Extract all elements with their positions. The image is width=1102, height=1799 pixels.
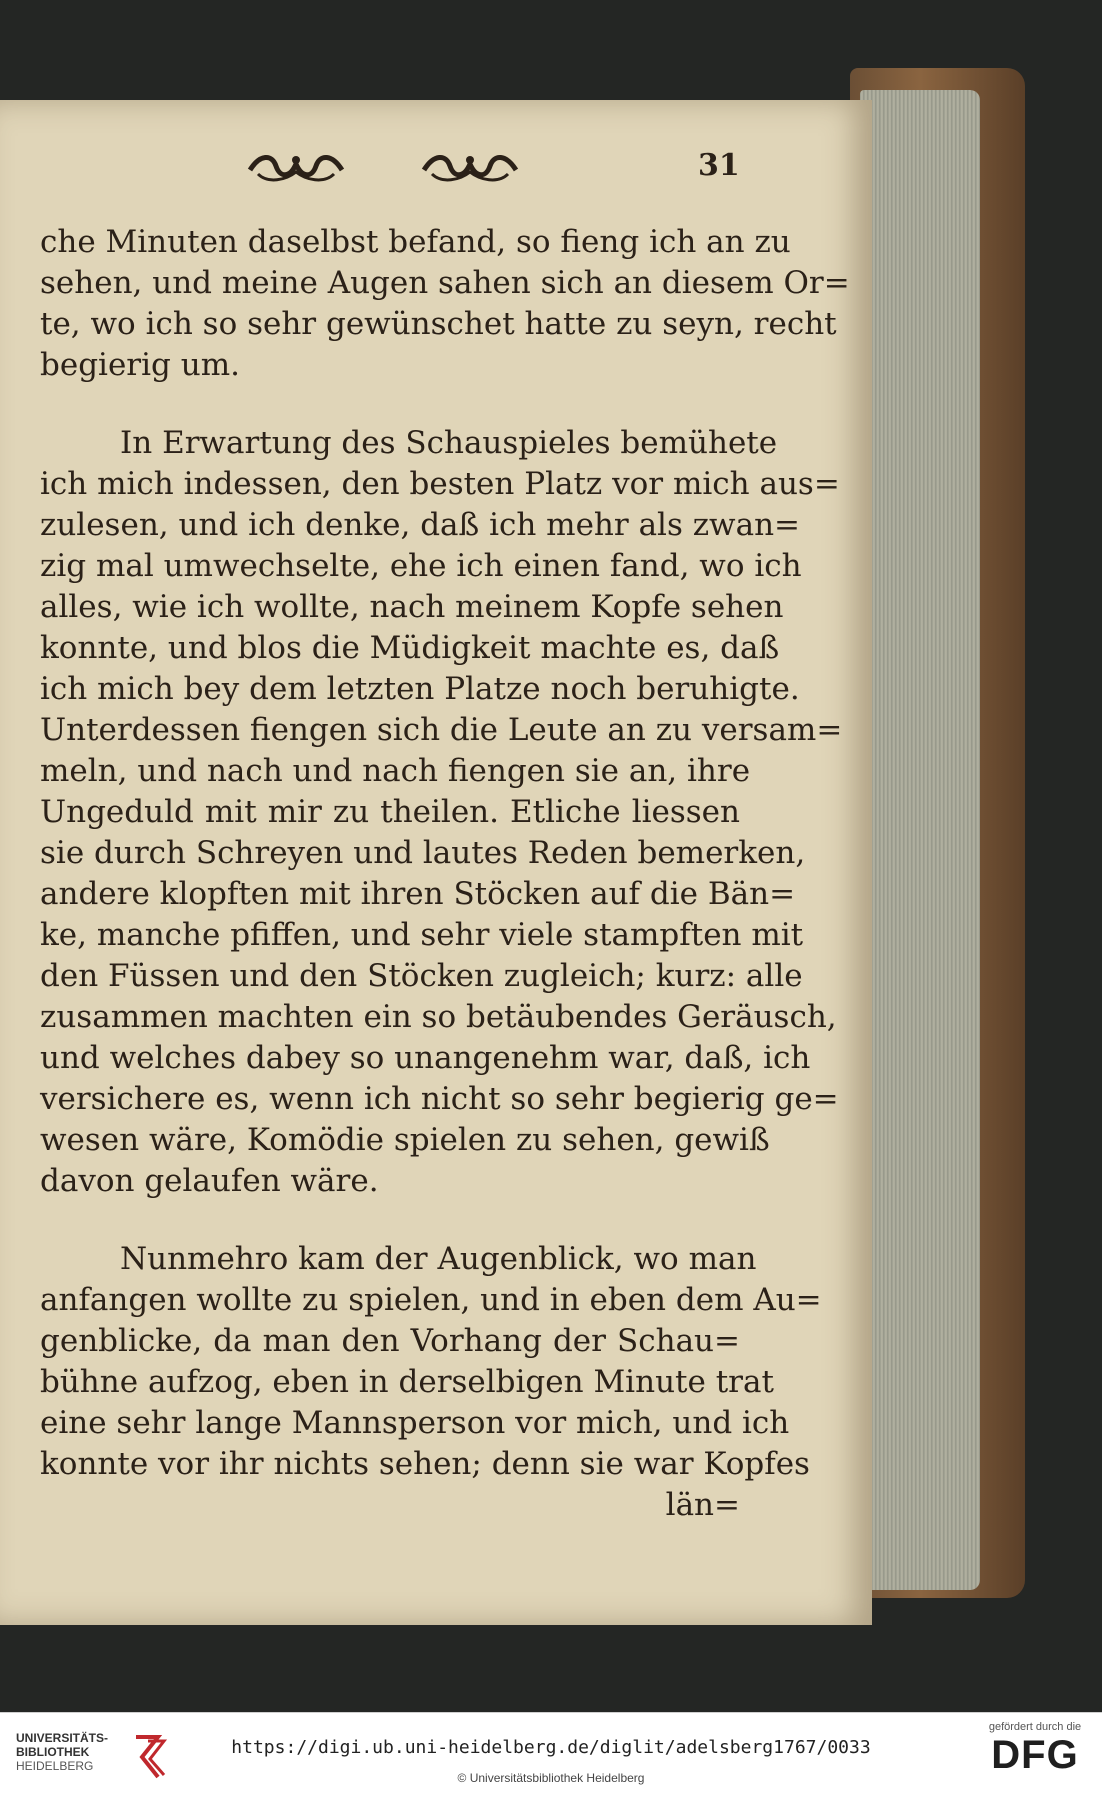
text-line: andere klopften mit ihren Stöcken auf die Bän= <box>40 876 796 912</box>
dfg-logo-text: DFG <box>991 1733 1079 1777</box>
text-line: konnte vor ihr nichts sehen; denn sie war Kopfes <box>40 1446 810 1482</box>
text-line: ke, manche pfiffen, und sehr viele stampften mit <box>40 917 804 953</box>
text-line: anfangen wollte zu spielen, und in eben dem Au= <box>40 1282 822 1318</box>
ornament-left-icon <box>246 150 346 184</box>
library-name-line2: BIBLIOTHEK <box>16 1745 90 1759</box>
funder-logo[interactable] <box>975 1721 1095 1793</box>
text-line: konnte, und blos die Müdigkeit machte es, daß <box>40 630 780 666</box>
text-line: zusammen machten ein so betäubendes Geräusch, <box>40 999 837 1035</box>
library-name-line3: HEIDELBERG <box>16 1759 94 1773</box>
library-name-line1: UNIVERSITÄTS- <box>16 1731 109 1745</box>
text-line: alles, wie ich wollte, nach meinem Kopfe sehen <box>40 589 784 625</box>
page-stack-edge <box>860 90 980 1590</box>
text-line: ich mich indessen, den besten Platz vor mich aus= <box>40 466 840 502</box>
text-line: sehen, und meine Augen sahen sich an diesem Or= <box>40 265 850 301</box>
text-line: Nunmehro kam der Augenblick, wo man <box>120 1241 757 1277</box>
text-line: den Füssen und den Stöcken zugleich; kurz: alle <box>40 958 803 994</box>
text-line: genblicke, da man den Vorhang der Schau= <box>40 1323 740 1359</box>
permalink-url[interactable]: https://digi.ub.uni-heidelberg.de/diglit/adelsberg1767/0033 <box>231 1737 871 1758</box>
text-line: zulesen, und ich denke, daß ich mehr als zwan= <box>40 507 801 543</box>
text-line: zig mal umwechselte, ehe ich einen fand, wo ich <box>40 548 802 584</box>
text-line: und welches dabey so unangenehm war, daß, ich <box>40 1040 811 1076</box>
text-line: Ungeduld mit mir zu theilen. Etliche liessen <box>40 794 740 830</box>
text-line: sie durch Schreyen und lautes Reden bemerken, <box>40 835 806 871</box>
copyright-notice: © Universitätsbibliothek Heidelberg <box>457 1771 645 1785</box>
page-header <box>240 150 740 190</box>
body-text <box>40 222 850 1526</box>
text-line: eine sehr lange Mannsperson vor mich, und ich <box>40 1405 790 1441</box>
text-line: begierig um. <box>40 347 240 383</box>
text-line: ich mich bey dem letzten Platze noch beruhigte. <box>40 671 800 707</box>
text-line: versichere es, wenn ich nicht so sehr begierig ge= <box>40 1081 839 1117</box>
text-line: meln, und nach und nach fiengen sie an, ihre <box>40 753 751 789</box>
text-line: che Minuten daselbst befand, so fieng ich an zu <box>40 224 791 260</box>
text-line: davon gelaufen wäre. <box>40 1163 379 1199</box>
text-line: wesen wäre, Komödie spielen zu sehen, gewiß <box>40 1122 770 1158</box>
page-number: 31 <box>698 148 740 183</box>
text-line: bühne aufzog, eben in derselbigen Minute trat <box>40 1364 774 1400</box>
funder-caption: gefördert durch die <box>988 1721 1082 1733</box>
ornament-right-icon <box>420 150 520 184</box>
text-line: te, wo ich so sehr gewünschet hatte zu seyn, recht <box>40 306 837 342</box>
text-line: In Erwartung des Schauspieles bemühete <box>120 425 778 461</box>
viewer-footer <box>0 1712 1102 1799</box>
text-line: Unterdessen fiengen sich die Leute an zu versam= <box>40 712 843 748</box>
catchword: län= <box>665 1487 740 1523</box>
